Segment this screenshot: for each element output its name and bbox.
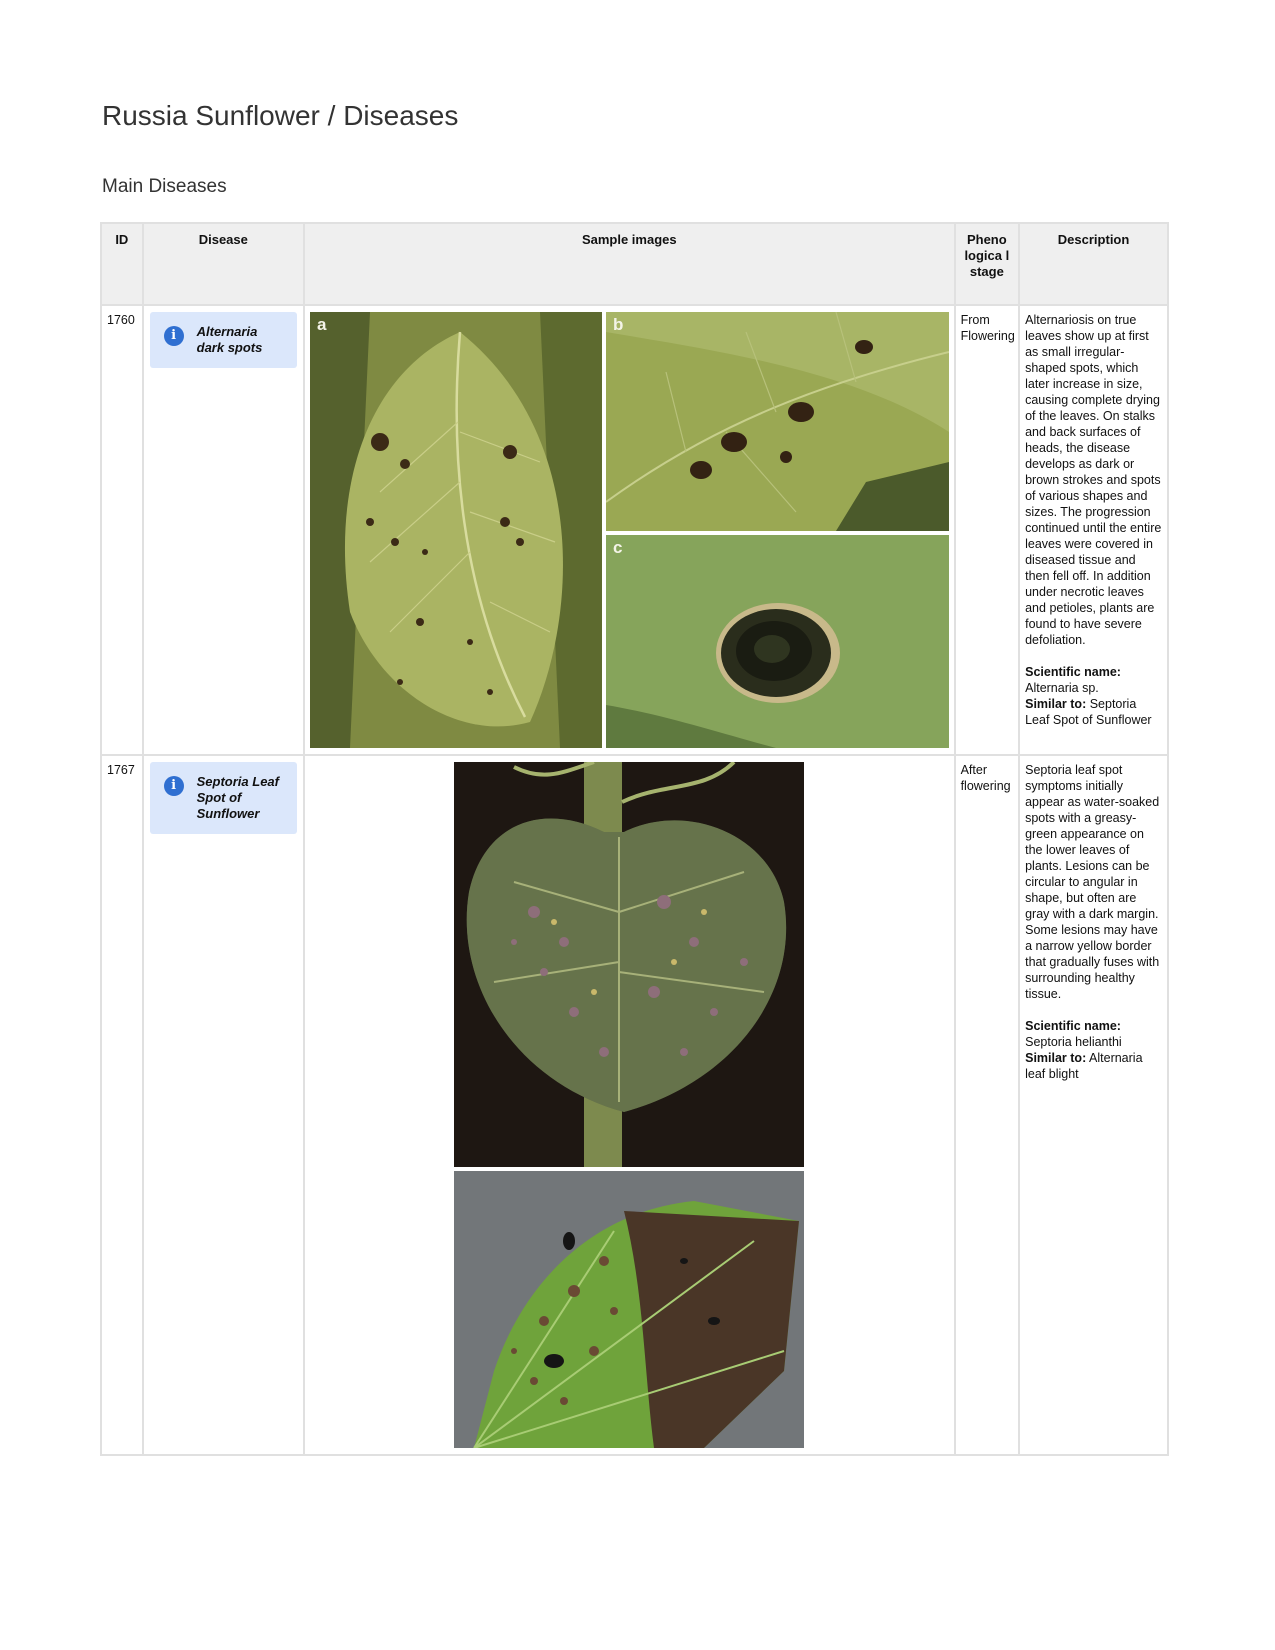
image-mosaic [310,312,949,748]
description-text: Septoria leaf spot symptoms initially appear as water-soaked spots with a greasy-green appearance on the lower leaves of plants. Lesions can be circular to angular in shape, but often are gray with a dark margin. Some lesions may have a narrow yellow border that gradually fuses with surrounding healthy tissue. [1025,763,1160,1001]
header-disease: Disease [143,223,304,305]
header-description: Description [1019,223,1168,305]
description-cell [1019,305,1168,755]
image-label-a: a [316,315,327,334]
sample-images-cell [304,755,955,1455]
disease-cell [143,305,304,755]
sample-image-septoria-1[interactable] [454,762,804,1167]
scientific-name: Alternaria sp. [1025,681,1099,695]
disease-name: Septoria Leaf Spot of Sunflower [196,774,279,821]
info-icon: i [164,326,184,346]
table-row [101,755,1168,1455]
description-text: Alternariosis on true leaves show up at first as small irregular-shaped spots, which later increase in size, causing complete drying of the leaves. On stalks and back surfaces of heads, the disease develops as dark or brown strokes and spots of various shapes and sizes. The progression continued until the entire leaves were covered in diseased tissue and then fell off. In addition under necrotic leaves and petioles, plants are found to have severe defoliation. [1025,313,1162,647]
disease-cell [143,755,304,1455]
scientific-name-label: Scientific name: [1025,665,1121,679]
row-id: 1760 [101,305,143,755]
meta-block [1025,664,1162,728]
image-label-c: c [612,538,623,557]
phenological-stage: After flowering [955,755,1020,1455]
image-label-b: b [612,315,624,334]
meta-block [1025,1018,1162,1082]
image-stack [454,762,804,1448]
table-header-row [101,223,1168,305]
header-id: ID [101,223,143,305]
description-cell [1019,755,1168,1455]
sample-image-b[interactable] [606,312,949,531]
similar-to: Septoria Leaf Spot of Sunflower [1025,697,1152,727]
sample-image-c[interactable] [606,535,949,748]
table-row [101,305,1168,755]
similar-to: Alternaria leaf blight [1025,1051,1143,1081]
sample-image-a[interactable] [310,312,602,748]
similar-to-label: Similar to: [1025,697,1087,711]
sample-image-septoria-2[interactable] [454,1171,804,1448]
info-icon: i [164,776,184,796]
disease-link[interactable] [150,312,297,368]
header-sample-images: Sample images [304,223,955,305]
page-title: Russia Sunflower / Diseases [102,100,459,131]
scientific-name: Septoria helianthi [1025,1035,1122,1049]
section-title: Main Diseases [102,176,227,197]
disease-link[interactable] [150,762,297,834]
sample-images-cell [304,305,955,755]
scientific-name-label: Scientific name: [1025,1019,1121,1033]
header-phenological-stage: Pheno logica l stage [955,223,1020,305]
disease-name: Alternaria dark spots [196,324,263,355]
diseases-table [100,222,1169,1456]
row-id: 1767 [101,755,143,1455]
similar-to-label: Similar to: [1025,1051,1087,1065]
phenological-stage: From Flowering [955,305,1020,755]
